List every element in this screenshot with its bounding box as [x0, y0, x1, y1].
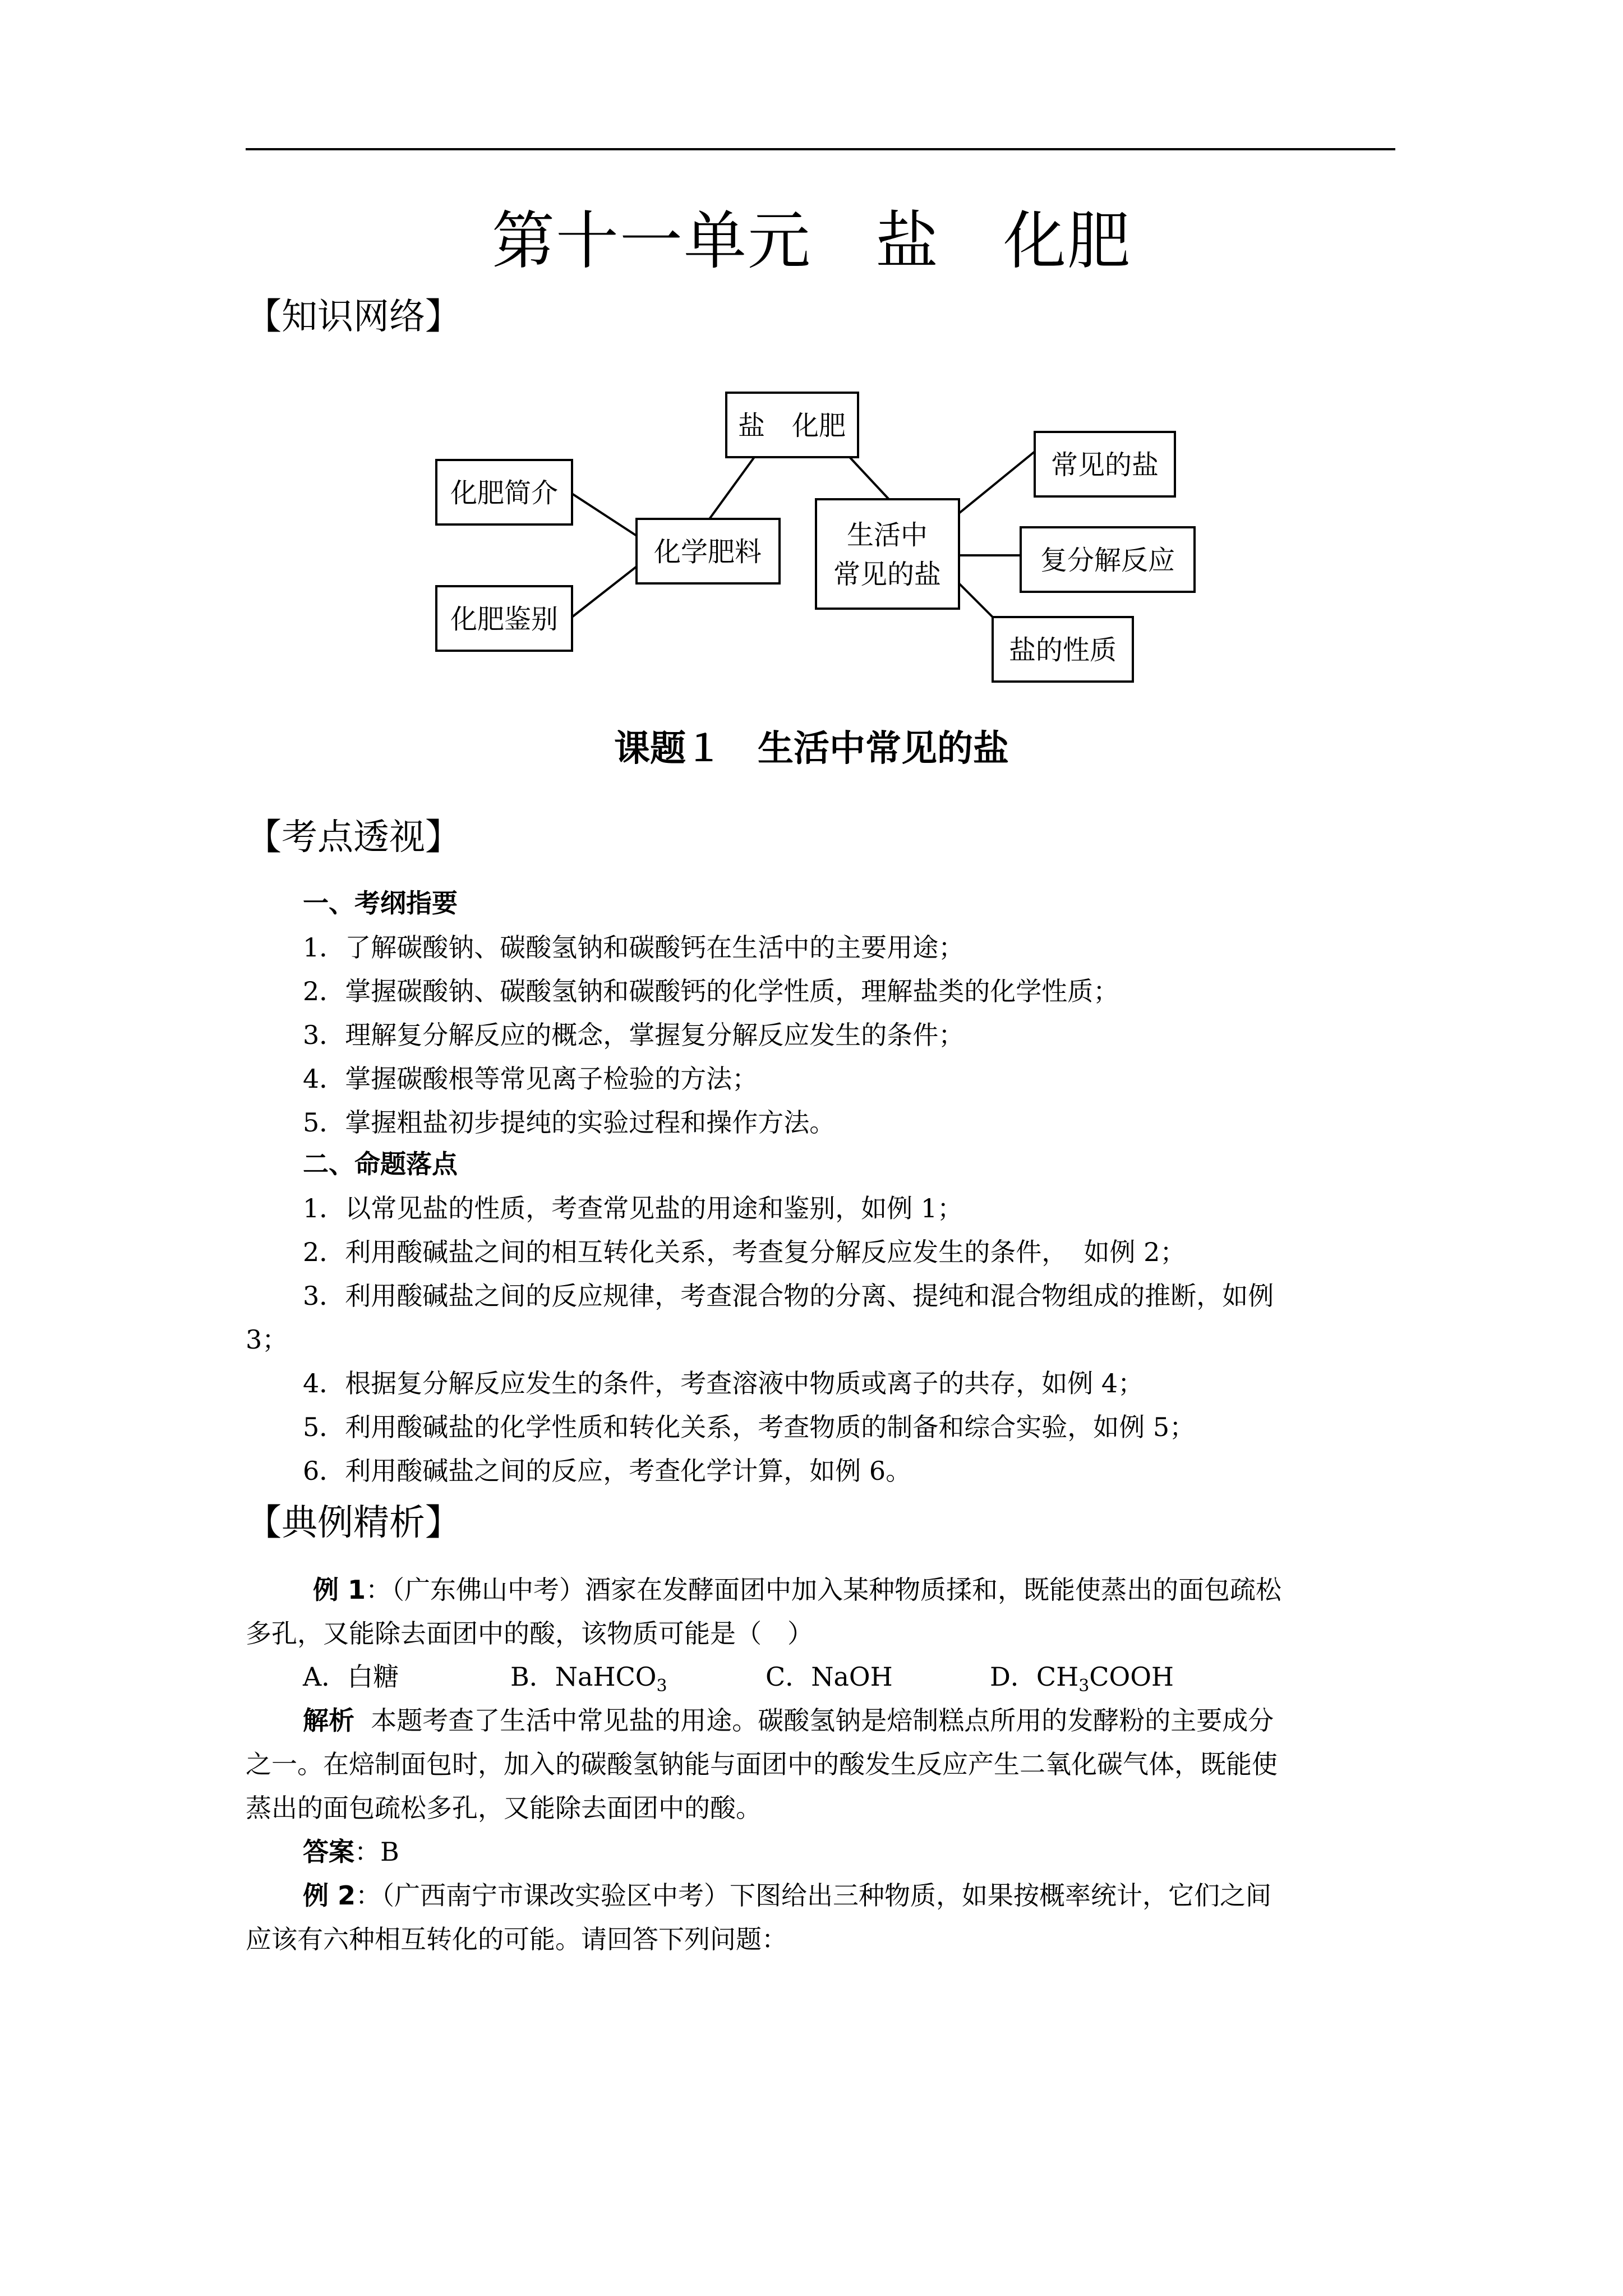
connector-lefthub-leaf2 — [572, 567, 637, 617]
points-item: 4．根据复分解反应发生的条件，考查溶液中物质或离子的共存，如例 4； — [303, 1368, 1144, 1398]
example1-analysis-line1 — [303, 1699, 1274, 1742]
example1-analysis-line3: 蒸出的面包疏松多孔，又能除去面团中的酸。 — [246, 1793, 762, 1823]
knowledge-network-diagram — [0, 0, 1623, 724]
connector-lefthub-leaf1 — [572, 494, 637, 536]
section-knowledge-network: 【知识网络】 — [246, 296, 461, 338]
example1-analysis-line2: 之一。在焙制面包时，加入的碳酸氢钠能与面团中的酸发生反应产生二氧化碳气体，既能使 — [246, 1749, 1278, 1779]
section-example-analysis: 【典例精析】 — [246, 1502, 461, 1544]
points-item: 5．利用酸碱盐的化学性质和转化关系，考查物质的制备和综合实验，如例 5； — [303, 1412, 1196, 1442]
node-right-hub-box — [816, 499, 959, 609]
example1-question-line1 — [313, 1568, 1281, 1612]
outline-heading: 一、考纲指要 — [303, 888, 458, 918]
outline-item: 4．掌握碳酸根等常见离子检验的方法； — [303, 1064, 758, 1094]
points-heading: 二、命题落点 — [303, 1149, 458, 1179]
option-d-subscript: 3 — [1078, 1676, 1090, 1696]
example1-answer — [303, 1830, 399, 1874]
example2-text-line1: ：（广西南宁市课改实验区中考）下图给出三种物质，如果按概率统计，它们之间 — [356, 1880, 1272, 1911]
analysis-text-line1: 本题考查了生活中常见盐的用途。碳酸氢钠是焙制糕点所用的发酵粉的主要成分 — [354, 1705, 1274, 1736]
example2-question-line1 — [303, 1874, 1271, 1917]
connector-root-lefthub — [709, 457, 754, 519]
outline-item: 5．掌握粗盐初步提纯的实验过程和操作方法。 — [303, 1107, 836, 1138]
node-right-hub-label-line2: 常见的盐 — [833, 559, 942, 590]
node-right-leaf1-label: 常见的盐 — [1050, 449, 1159, 481]
lesson-title: 课题１ 生活中常见的盐 — [614, 728, 1009, 770]
node-right-leaf3-label: 盐的性质 — [1008, 634, 1117, 666]
outline-item: 3．理解复分解反应的概念，掌握复分解反应发生的条件； — [303, 1020, 965, 1050]
connector-righthub-leaf1 — [959, 452, 1035, 513]
node-right-leaf2-label: 复分解反应 — [1040, 545, 1175, 576]
points-item: 6．利用酸碱盐之间的反应，考查化学计算，如例 6。 — [303, 1456, 912, 1486]
points-item: 3．利用酸碱盐之间的反应规律，考查混合物的分离、提纯和混合物组成的推断，如例 — [303, 1281, 1274, 1311]
node-left-leaf2-label: 化肥鉴别 — [450, 604, 559, 635]
analysis-label: 解析 — [303, 1705, 354, 1736]
option-b-text: B．NaHCO — [510, 1662, 657, 1692]
outline-item: 2．掌握碳酸钠、碳酸氢钠和碳酸钙的化学性质，理解盐类的化学性质； — [303, 976, 1119, 1006]
answer-label: 答案 — [303, 1837, 354, 1867]
example1-text-line1: ：（广东佛山中考）酒家在发酵面团中加入某种物质揉和，既能使蒸出的面包疏松 — [366, 1575, 1282, 1605]
connector-righthub-leaf3 — [959, 583, 993, 617]
option-d-suffix: COOH — [1089, 1662, 1174, 1692]
example1-label: 例 1 — [313, 1575, 366, 1605]
example1-option-a: A．白糖 — [303, 1662, 399, 1692]
points-item: 1．以常见盐的性质，考查常见盐的用途和鉴别，如例 1； — [303, 1193, 963, 1223]
example1-option-c: C．NaOH — [766, 1662, 893, 1692]
option-d-text: D．CH — [990, 1662, 1079, 1692]
unit-title: 第十一单元 盐 化肥 — [492, 205, 1131, 278]
node-root-label: 盐 化肥 — [737, 410, 846, 441]
node-left-leaf1-label: 化肥简介 — [450, 477, 559, 509]
node-right-hub-label-line1: 生活中 — [846, 519, 928, 551]
answer-value: ：B — [354, 1837, 399, 1867]
connector-root-righthub — [850, 457, 889, 499]
example2-label: 例 2 — [303, 1880, 356, 1911]
section-exam-focus: 【考点透视】 — [246, 817, 461, 858]
points-item-continued: 3； — [246, 1324, 288, 1355]
example1-question-line2: 多孔，又能除去面团中的酸，该物质可能是（ ） — [246, 1618, 813, 1649]
node-left-hub-label: 化学肥料 — [653, 536, 762, 568]
outline-item: 1．了解碳酸钠、碳酸氢钠和碳酸钙在生活中的主要用途； — [303, 932, 965, 963]
example2-question-line2: 应该有六种相互转化的可能。请回答下列问题： — [246, 1924, 787, 1954]
points-item: 2．利用酸碱盐之间的相互转化关系，考查复分解反应发生的条件， 如例 2； — [303, 1237, 1186, 1267]
option-b-subscript: 3 — [656, 1676, 667, 1696]
